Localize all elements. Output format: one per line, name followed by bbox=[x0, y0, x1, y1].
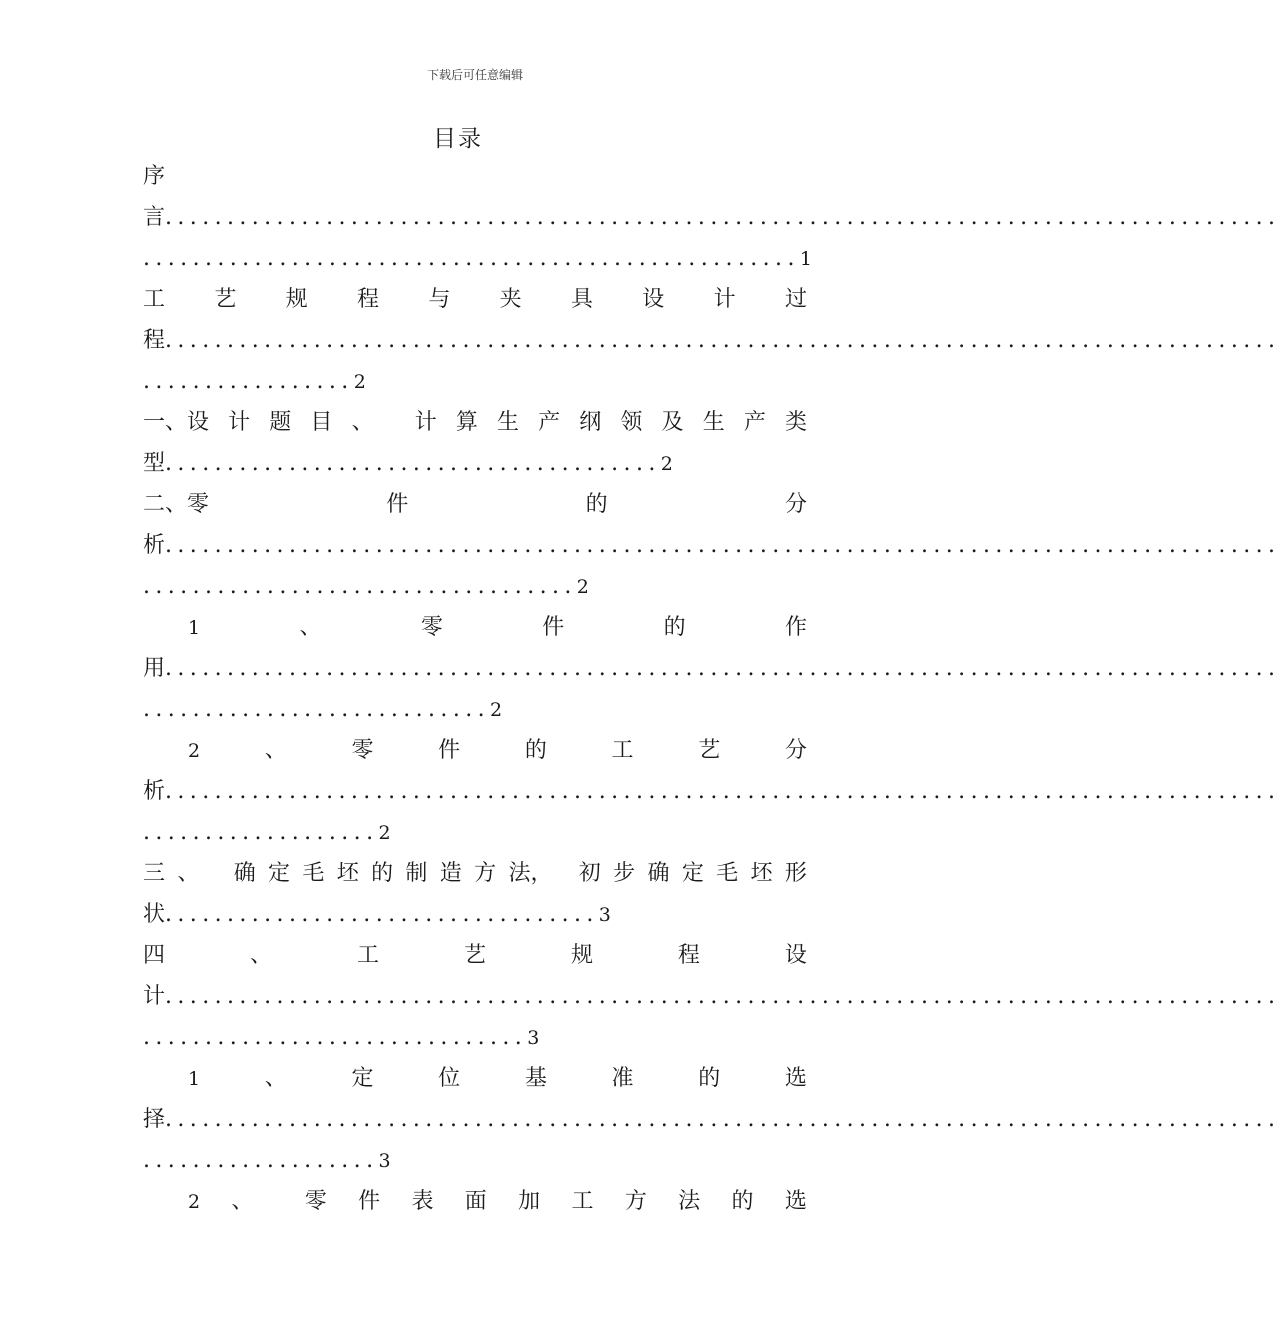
page-number: 3 bbox=[527, 1027, 540, 1049]
page-number: 2 bbox=[353, 371, 366, 393]
toc-entry-section-3 bbox=[143, 859, 807, 889]
page-number: 2 bbox=[378, 822, 391, 844]
toc-char: 步 bbox=[613, 861, 636, 886]
toc-char: 作 bbox=[784, 615, 807, 640]
toc-char: 方 bbox=[624, 1189, 647, 1214]
toc-char: 加 bbox=[518, 1189, 541, 1214]
toc-char: 、 bbox=[299, 615, 322, 640]
toc-entry-process-page bbox=[143, 367, 807, 397]
toc-char: 的 bbox=[524, 738, 547, 763]
toc-entry-4-2 bbox=[188, 1187, 807, 1217]
toc-entry-4-1 bbox=[188, 1064, 807, 1094]
toc-char: 工 bbox=[571, 1189, 594, 1214]
toc-char: 、 bbox=[249, 943, 272, 968]
toc-label: 型 bbox=[143, 451, 166, 476]
toc-char: 具 bbox=[570, 287, 593, 312]
toc-char: 的 bbox=[663, 615, 686, 640]
toc-char: 四 bbox=[143, 943, 166, 968]
toc-char: 及 bbox=[661, 410, 684, 435]
toc-char: 坯 bbox=[750, 861, 773, 886]
toc-entry-section-4 bbox=[143, 941, 807, 971]
page-number: 2 bbox=[660, 453, 673, 475]
toc-char: 2 bbox=[188, 740, 201, 762]
toc-char: 坯 bbox=[336, 861, 359, 886]
toc-label: 言 bbox=[143, 205, 166, 230]
toc-char: 造 bbox=[439, 861, 462, 886]
toc-char: 、 bbox=[264, 1066, 287, 1091]
toc-entry-section-4-page bbox=[143, 1023, 807, 1053]
toc-char: 目 bbox=[310, 410, 333, 435]
toc-entry-section-2 bbox=[143, 490, 807, 520]
toc-char: 规 bbox=[285, 287, 308, 312]
toc-char: 表 bbox=[411, 1189, 434, 1214]
toc-label: 状 bbox=[143, 902, 166, 927]
toc-entry-process-cont bbox=[143, 326, 1280, 356]
toc-char: 产 bbox=[538, 410, 561, 435]
toc-char: 领 bbox=[620, 410, 643, 435]
toc-char: 的 bbox=[371, 861, 394, 886]
toc-char: 形 bbox=[784, 861, 807, 886]
toc-char: 工 bbox=[356, 943, 379, 968]
toc-entry-preface-page bbox=[143, 244, 812, 274]
toc-char: 计 bbox=[414, 410, 437, 435]
dot-leader: ............................... bbox=[143, 1025, 528, 1050]
dot-leader: ................. bbox=[143, 369, 354, 394]
page-number: 2 bbox=[576, 576, 589, 598]
toc-entry-section-2-cont bbox=[143, 531, 1280, 561]
toc-char: 工 bbox=[611, 738, 634, 763]
toc-char: 准 bbox=[611, 1066, 634, 1091]
toc-char: 工 bbox=[143, 287, 166, 312]
page-header: 下载后可任意编辑 bbox=[426, 68, 523, 82]
toc-char: 三 bbox=[143, 861, 166, 886]
toc-char: 计 bbox=[228, 410, 251, 435]
toc-label: 用 bbox=[143, 656, 166, 681]
toc-entry-section-4-cont bbox=[143, 982, 1280, 1012]
toc-entry-2-1 bbox=[188, 613, 807, 643]
toc-entry-preface bbox=[143, 162, 807, 192]
toc-char: 定 bbox=[351, 1066, 374, 1091]
toc-entry-process bbox=[143, 285, 807, 315]
toc-entry-2-2-page bbox=[143, 818, 807, 848]
dot-leader: ............................ bbox=[143, 697, 491, 722]
toc-char: 制 bbox=[405, 861, 428, 886]
dot-leader: .......................................................................................... bbox=[165, 533, 1280, 558]
toc-char: 分 bbox=[784, 492, 807, 517]
toc-char: 的 bbox=[731, 1189, 754, 1214]
toc-char: 产 bbox=[743, 410, 766, 435]
dot-leader: ..................................................... bbox=[143, 246, 800, 271]
toc-char: 分 bbox=[784, 738, 807, 763]
toc-char: 定 bbox=[268, 861, 291, 886]
toc-char: 纲 bbox=[579, 410, 602, 435]
toc-char: 生 bbox=[702, 410, 725, 435]
page-number: 3 bbox=[598, 904, 611, 926]
toc-char: 面 bbox=[464, 1189, 487, 1214]
toc-char: 确 bbox=[647, 861, 670, 886]
toc-char: 件 bbox=[542, 615, 565, 640]
toc-char: 定 bbox=[681, 861, 704, 886]
toc-char: 方 bbox=[474, 861, 497, 886]
toc-char: 1 bbox=[188, 617, 201, 639]
toc-char: 零 bbox=[304, 1189, 327, 1214]
toc-char: 的 bbox=[585, 492, 608, 517]
toc-char: 算 bbox=[455, 410, 478, 435]
toc-char: 零 bbox=[351, 738, 374, 763]
toc-entry-section-1-cont bbox=[143, 449, 807, 479]
toc-char: 艺 bbox=[214, 287, 237, 312]
toc-char: 的 bbox=[698, 1066, 721, 1091]
toc-char: 基 bbox=[524, 1066, 547, 1091]
toc-char: 一、设 bbox=[143, 410, 210, 435]
toc-label: 析 bbox=[143, 533, 166, 558]
dot-leader: ................................... bbox=[143, 574, 577, 599]
toc-char: 件 bbox=[358, 1189, 381, 1214]
toc-title: 目录 bbox=[433, 126, 483, 152]
toc-entry-section-1 bbox=[143, 408, 807, 438]
page-number: 1 bbox=[799, 248, 812, 270]
toc-entry-4-1-cont bbox=[143, 1105, 1280, 1135]
toc-char: 法， bbox=[508, 861, 553, 886]
toc-entry-4-1-page bbox=[143, 1146, 807, 1176]
toc-char: 生 bbox=[496, 410, 519, 435]
toc-entry-2-2-cont bbox=[143, 777, 1280, 807]
toc-char: 计 bbox=[713, 287, 736, 312]
toc-char: 零 bbox=[420, 615, 443, 640]
toc-char: 题 bbox=[269, 410, 292, 435]
page-number: 2 bbox=[490, 699, 503, 721]
toc-char: 规 bbox=[570, 943, 593, 968]
toc-char: 类 bbox=[784, 410, 807, 435]
toc-label: 择 bbox=[143, 1107, 166, 1132]
toc-label: 析 bbox=[143, 779, 166, 804]
dot-leader: ................................... bbox=[165, 902, 599, 927]
toc-char: 与 bbox=[428, 287, 451, 312]
toc-char: 法 bbox=[678, 1189, 701, 1214]
toc-entry-2-1-cont bbox=[143, 654, 1280, 684]
toc-char: 选 bbox=[784, 1189, 807, 1214]
dot-leader: ................... bbox=[143, 1148, 379, 1173]
dot-leader: .......................................................................................... bbox=[165, 205, 1280, 230]
toc-char: 程 bbox=[677, 943, 700, 968]
dot-leader: .......................................................................................... bbox=[165, 328, 1280, 353]
dot-leader: ................... bbox=[143, 820, 379, 845]
toc-entry-section-3-cont bbox=[143, 900, 807, 930]
toc-char: 毛 bbox=[302, 861, 325, 886]
toc-char: 夹 bbox=[499, 287, 522, 312]
toc-char: 2 bbox=[188, 1191, 201, 1213]
toc-char: 过 bbox=[784, 287, 807, 312]
toc-char: 、 bbox=[351, 410, 374, 435]
dot-leader: .......................................................................................... bbox=[165, 656, 1280, 681]
toc-char: 、 bbox=[231, 1189, 254, 1214]
toc-char: 1 bbox=[188, 1068, 201, 1090]
toc-char: 、 bbox=[264, 738, 287, 763]
toc-char: 件 bbox=[438, 738, 461, 763]
toc-char: 艺 bbox=[463, 943, 486, 968]
toc-entry-section-2-page bbox=[143, 572, 807, 602]
toc-char: 二、零 bbox=[143, 492, 210, 517]
toc-label: 计 bbox=[143, 984, 166, 1009]
toc-entry-2-1-page bbox=[143, 695, 807, 725]
toc-char: 艺 bbox=[698, 738, 721, 763]
toc-entry-preface-cont bbox=[143, 203, 1280, 233]
toc-char: 设 bbox=[784, 943, 807, 968]
dot-leader: ........................................ bbox=[165, 451, 661, 476]
toc-char: 程 bbox=[356, 287, 379, 312]
toc-char: 位 bbox=[438, 1066, 461, 1091]
toc-char: 确 bbox=[233, 861, 256, 886]
dot-leader: .......................................................................................... bbox=[165, 984, 1280, 1009]
toc-char: 设 bbox=[642, 287, 665, 312]
toc-entry-2-2 bbox=[188, 736, 807, 766]
toc-char: 选 bbox=[784, 1066, 807, 1091]
dot-leader: .......................................................................................... bbox=[165, 1107, 1280, 1132]
toc-char: 件 bbox=[386, 492, 409, 517]
toc-label: 序 bbox=[143, 164, 166, 189]
toc-char: 毛 bbox=[716, 861, 739, 886]
dot-leader: .......................................................................................... bbox=[165, 779, 1280, 804]
page-number: 3 bbox=[378, 1150, 391, 1172]
toc-label: 程 bbox=[143, 328, 166, 353]
toc-char: 、 bbox=[177, 861, 200, 886]
toc-char: 初 bbox=[578, 861, 601, 886]
